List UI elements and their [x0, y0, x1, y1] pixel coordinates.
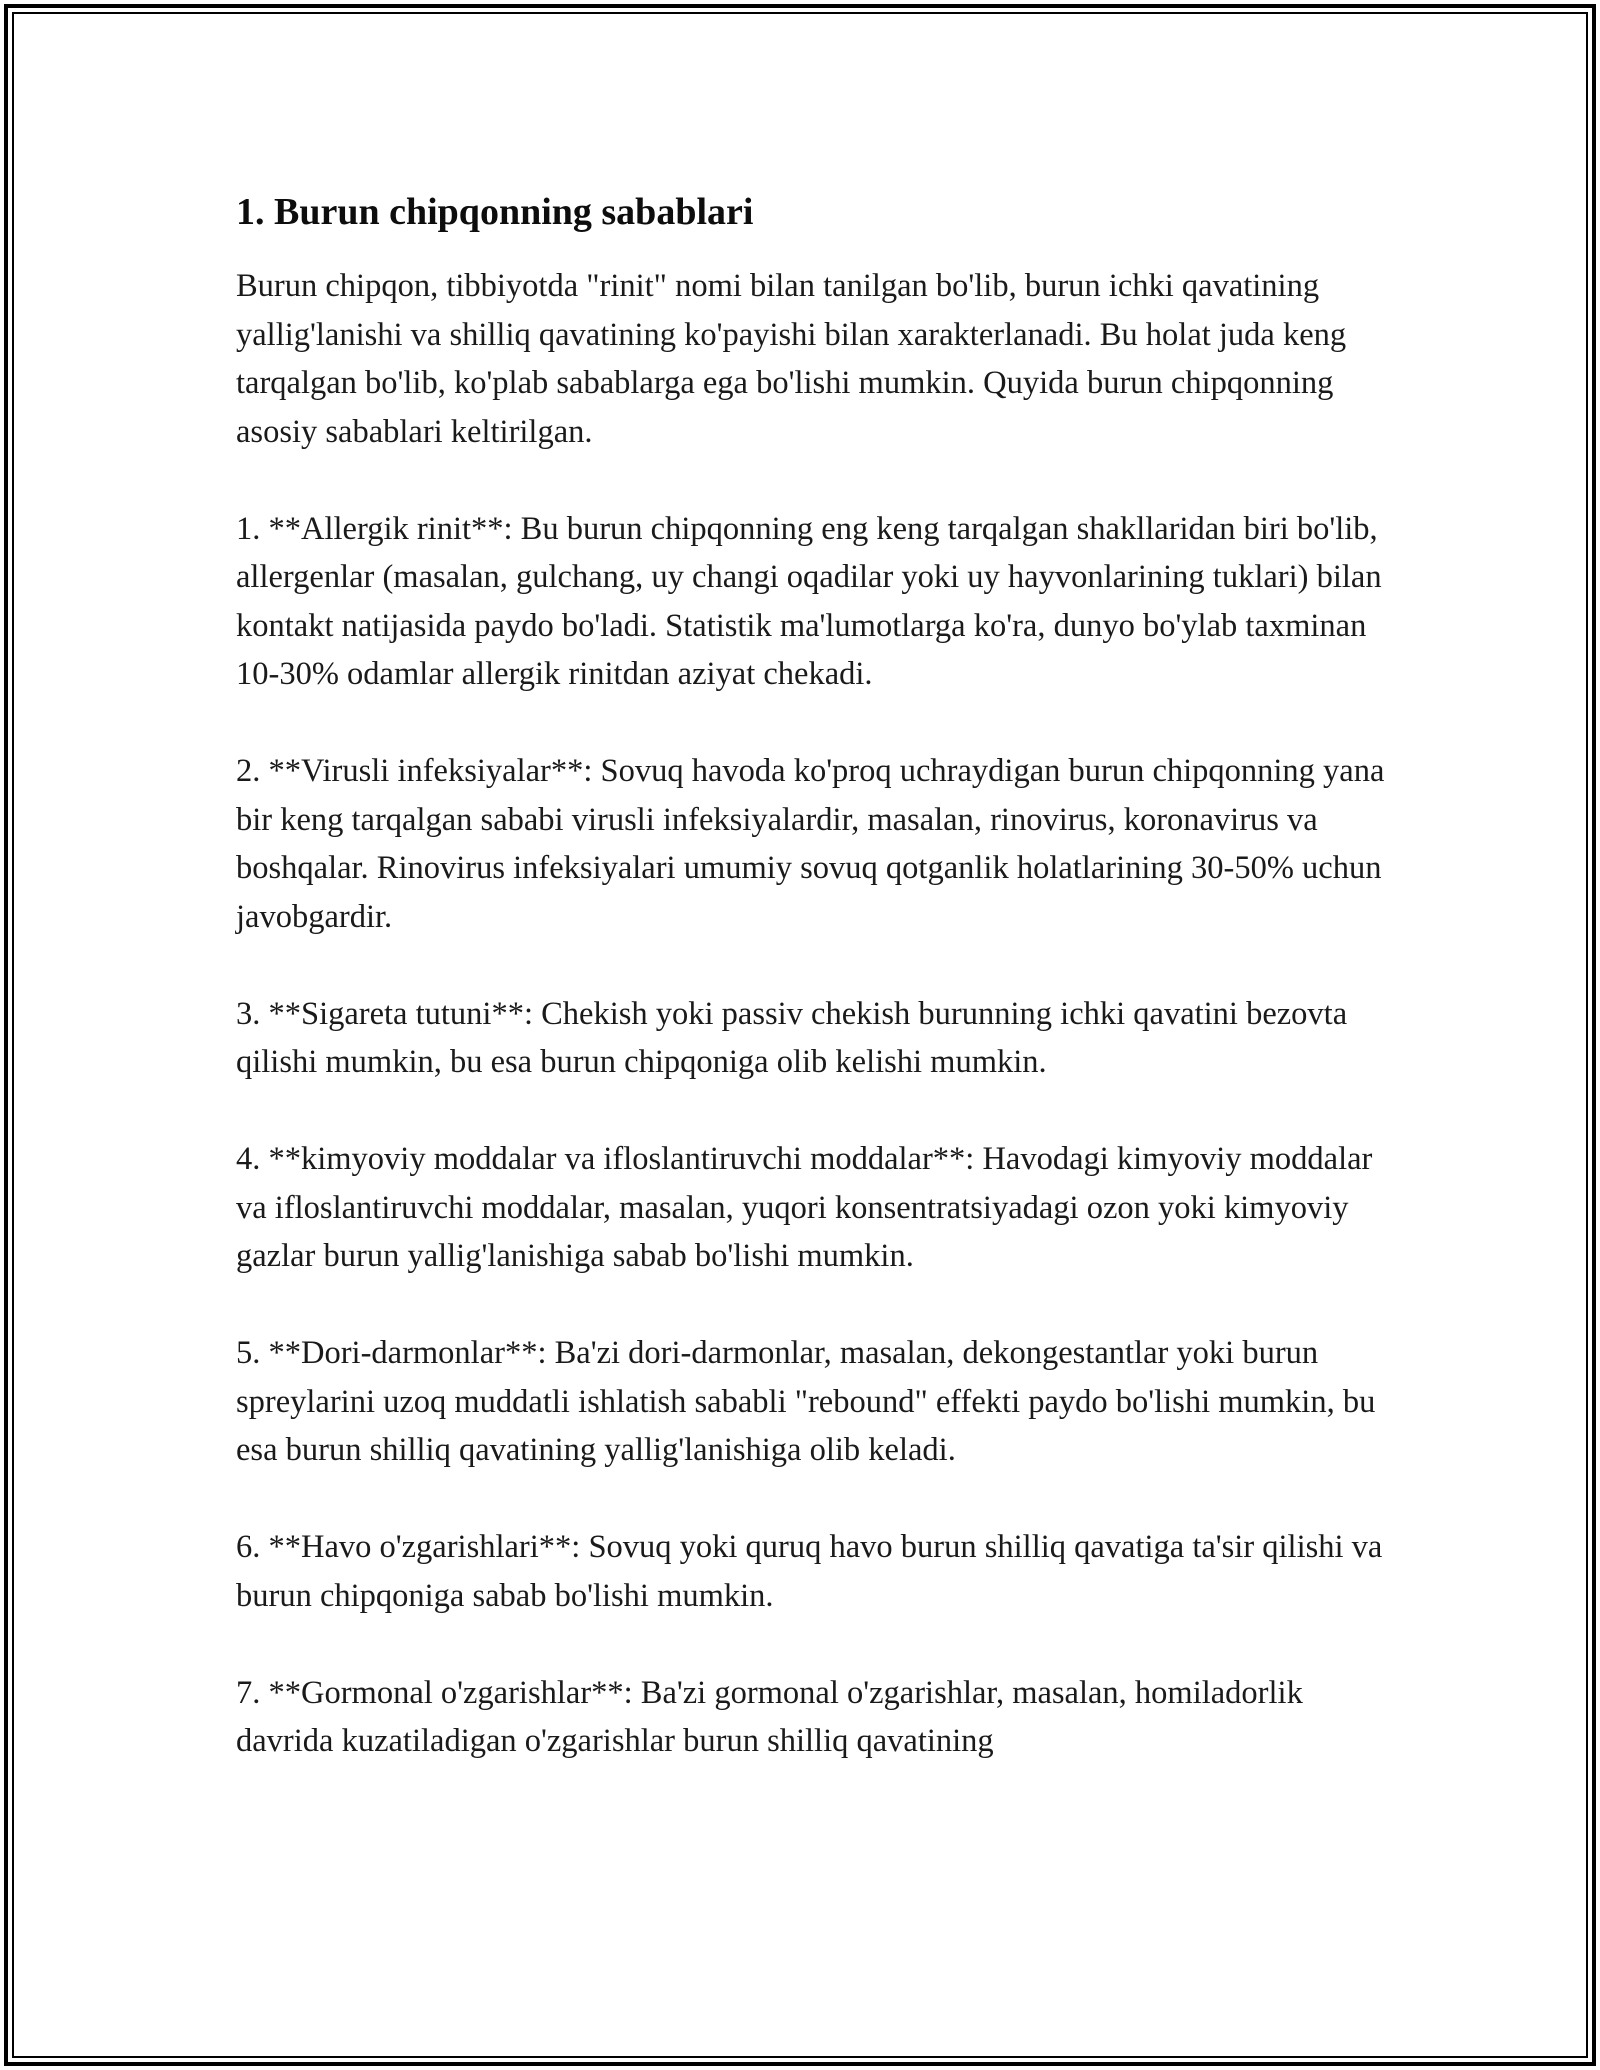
list-item-weather-changes: 6. **Havo o'zgarishlari**: Sovuq yoki quruq havo burun shilliq qavatiga ta'sir qilishi va burun chipqoniga sabab bo'lishi mumkin. [236, 1529, 1383, 1614]
list-item-allergic-rhinitis: 1. **Allergik rinit**: Bu burun chipqonning eng keng tarqalgan shakllaridan biri bo'lib, allergenlar (masalan, gulchang, uy changi oqadilar yoki uy hayvonlarining tuklari) bilan kontakt natijasida paydo bo'ladi. Statistik ma'lumotlarga ko'ra, dunyo bo'ylab taxminan 10-30% odamlar allergik rinitdan aziyat chekadi. [236, 510, 1382, 692]
paragraph-spacer [236, 941, 1386, 990]
paragraph-spacer [236, 1281, 1386, 1330]
list-item-hormonal-changes: 7. **Gormonal o'zgarishlar**: Ba'zi gormonal o'zgarishlar, masalan, homiladorlik davrida kuzatiladigan o'zgarishlar burun shilliq qavatining [236, 1674, 1303, 1759]
paragraph-spacer [236, 1475, 1386, 1524]
intro-paragraph: Burun chipqon, tibbiyotda "rinit" nomi bilan tanilgan bo'lib, burun ichki qavatining yallig'lanishi va shilliq qavatining ko'payishi bilan xarakterlanadi. Bu holat juda keng tarqalgan bo'lib, ko'plab sabablarga ega bo'lishi mumkin. Quyida burun chipqonning asosiy sabablari keltirilgan. [236, 268, 1347, 450]
paragraph-spacer [236, 1620, 1386, 1669]
section-heading: 1. Burun chipqonning sabablari [236, 191, 754, 233]
list-item-cigarette-smoke: 3. **Sigareta tutuni**: Chekish yoki passiv chekish burunning ichki qavatini bezovta qilishi mumkin, bu esa burun chipqoniga olib kelishi mumkin. [236, 995, 1348, 1080]
paragraph-spacer [236, 456, 1386, 505]
list-item-viral-infections: 2. **Virusli infeksiyalar**: Sovuq havoda ko'proq uchraydigan burun chipqonning yana bir keng tarqalgan sababi virusli infeksiyalardir, masalan, rinovirus, koronavirus va boshqalar. Rinovirus infeksiyalari umumiy sovuq qotganlik holatlarining 30-50% uchun javobgardir. [236, 753, 1385, 935]
document-body [236, 186, 1386, 1766]
paragraph-spacer [236, 699, 1386, 748]
paragraph-spacer [236, 1087, 1386, 1136]
list-item-chemicals-pollutants: 4. **kimyoviy moddalar va ifloslantiruvchi moddalar**: Havodagi kimyoviy moddalar va ifloslantiruvchi moddalar, masalan, yuqori konsentratsiyadagi ozon yoki kimyoviy gazlar burun yallig'lanishiga sabab bo'lishi mumkin. [236, 1141, 1373, 1274]
list-item-medications: 5. **Dori-darmonlar**: Ba'zi dori-darmonlar, masalan, dekongestantlar yoki burun spreylarini uzoq muddatli ishlatish sababli "rebound" effekti paydo bo'lishi mumkin, bu esa burun shilliq qavatining yallig'lanishiga olib keladi. [236, 1335, 1376, 1468]
